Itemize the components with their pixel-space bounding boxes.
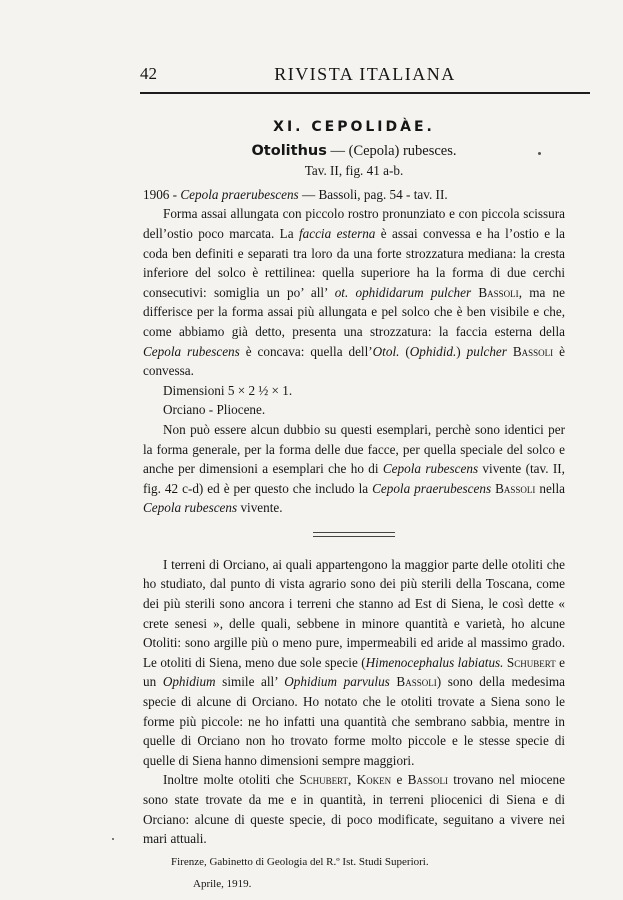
miocene-paragraph: Inoltre molte otoliti che Schubert, Koken e Bassoli trovano nel miocene sono state trovate da me e in quantità, in terreni pliocenici di Siena e di Orciano: alcune di queste specie, di poco modificate, seguitano a vivere nei mari attuali. (143, 772, 565, 847)
scan-speck (538, 152, 541, 155)
scan-speck (112, 838, 114, 840)
terrain-paragraph: I terreni di Orciano, ai quali appartengono la maggior parte delle otoliti che ho studiato, dal punto di vista agrario sono dei più sterili della Toscana, come dei più sterili sono ancora i terreni che stanno ad Est di Siena, le così dette « crete senesi », delle quali, sebbene in minore quantità e varietà, ho alcune Otoliti: sono argille più o meno pure, impermeabili ed aride al massimo grado. Le otoliti di Siena, meno due sole specie (Himenocephalus labiatus. Schubert e un Ophidium simile all’ Ophidium parvulus Bassoli) sono della medesima specie di alcune di Orciano. Ho notato che le otoliti trovate a Siena sono le forme più piccole: ne ho infatti una quantità che sembrano sabbia, mentre in quelle di Orciano non ho trovato forme molto piccole e le stesse specie di quelle di Siena hanno dimensioni sempre maggiori. (143, 556, 566, 768)
section-title: XI. CEPOLIDÀE. (273, 119, 435, 135)
page-number: 42 (140, 64, 157, 83)
section-separator (313, 532, 395, 537)
page-header (140, 62, 590, 90)
genus-heading (143, 142, 565, 162)
affiliation-line: Firenze, Gabinetto di Geologia del R.º Ist. Studi Superiori. (171, 855, 429, 868)
locality-line: Orciano - Pliocene. (163, 402, 266, 418)
dimensions-line: Dimensioni 5 × 2 ½ × 1. (163, 382, 293, 398)
discussion-paragraph: Non può essere alcun dubbio su questi esemplari, perchè sono identici per la forma generale, per la forma delle due facce, per quella speciale del solco e anche per dimensioni a esemplari che ho di Cepola rubescens vivente (tav. II, fig. 42 c-d) ed è per questo che includo la Cepola praerubescens Bassoli nella Cepola rubescens vivente. (143, 421, 565, 516)
article-body (143, 118, 565, 893)
synonymy-line: 1906 - Cepola praerubescens — Bassoli, pag. 54 - tav. II. (143, 186, 448, 202)
date-line: Aprile, 1919. (193, 877, 252, 890)
genus-name: Otolithus (251, 142, 327, 159)
description-paragraph: Forma assai allungata con piccolo rostro pronunziato e con piccola scissura dell’ostio poco marcata. La faccia esterna è assai convessa e ha l’ostio e la coda ben definiti e separati tra loro da una forte strozzatura mediana: la cresta inferiore del solco è rettilinea: quella superiore ha la forma di due cerchi consecutivi: somiglia un po’ all’ ot. ophididarum pulcher Bassoli, ma ne differisce per la forma assai più allungata e pel solco che è ben visibile e che, come abbiamo già detto, presenta una strozzatura: la faccia esterna della Cepola rubescens è concava: quella dell’Otol. (Ophidid.) pulcher Bassoli è convessa. (143, 206, 566, 379)
genus-species: — (Cepola) rubesces. (326, 142, 457, 159)
plate-reference: Tav. II, fig. 41 a-b. (304, 163, 404, 179)
header-rule (140, 92, 590, 94)
running-title: RIVISTA ITALIANA (274, 64, 456, 84)
